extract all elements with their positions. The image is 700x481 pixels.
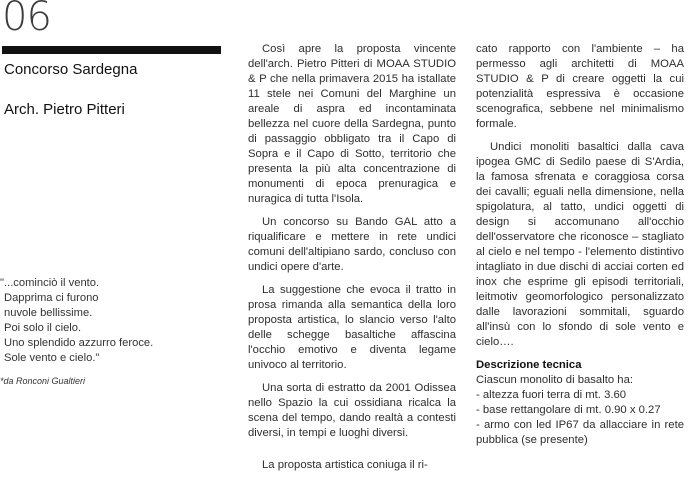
body-column-1	[248, 42, 456, 481]
body-paragraph: Un concorso su Bando GAL atto a riqualificare e mettere in rete undici comuni dell'altipiano sardo, concluso con undici opere d'arte.	[248, 216, 456, 273]
spec-intro: Ciascun monolito di basalto ha:	[476, 374, 633, 386]
title-rule	[2, 46, 221, 54]
body-paragraph: La suggestione che evoca il tratto in prosa rimanda alla semantica della loro proposta artistica, lo slancio verso l'alto delle schegge basaltiche affascina l'occhio emotivo e diventa legame univoco al territorio.	[248, 284, 456, 371]
page-number: 06	[2, 0, 51, 40]
body-paragraph: La proposta artistica coniuga il ri-	[262, 459, 428, 471]
quote-line: Poi solo il cielo.	[4, 322, 82, 334]
body-paragraph: cato rapporto con l'ambiente – ha permesso agli architetti di MOAA STUDIO & P di creare oggetti la cui potenzialità espressiva è occasione scenografica, sebbene nel minimalismo formale.	[476, 43, 684, 130]
body-paragraph: Undici monoliti basaltici dalla cava ipogea GMC di Sedilo paese di S'Ardia, la famosa sfrenata e coraggiosa corsa dei cavalli; eguali nella dimensione, nella spigolatura, al tatto, undici oggetti di design si accomunano all'occhio dell'osservatore che riconosce – stagliato al cielo e nel tempo - l'elemento distintivo intagliato in due dischi di acciai corten ed inox che esprime gli episodi territoriali, leitmotiv geomorfologico personalizzato dalle lavorazioni sommitali, sguardo all'insù con lo sfondo di sole vento e cielo….	[476, 141, 684, 348]
quote-line: Uno splendido azzurro feroce.	[4, 337, 154, 349]
body-paragraph: Così apre la proposta vincente dell'arch. Pietro Pitteri di MOAA STUDIO & P che nella primavera 2015 ha istallate 11 stele nei Comuni del Marghine un areale di aspra ed incontaminata bellezza nel cuore della Sardegna, punto di passaggio obbligato tra il Capo di Sopra e il Capo di Sotto, territorio che presenta la più alta concentrazione di monumenti di epoca prenuragica e nuragica di tutta l'Isola.	[248, 43, 456, 205]
body-paragraph: Una sorta di estratto da 2001 Odissea nello Spazio la cui ossidiana ricalca la scena del tempo, dando realtà a contesti diversi, in tempi e luoghi diversi.	[248, 382, 456, 439]
body-column-2	[476, 42, 684, 448]
article-author: Arch. Pietro Pitteri	[4, 101, 125, 118]
quote-line: nuvole bellissime.	[4, 307, 93, 319]
pull-quote	[0, 276, 200, 366]
spec-item: - altezza fuori terra di mt. 3.60	[476, 389, 627, 401]
quote-credit: *da Ronconi Gualtieri	[0, 376, 86, 386]
quote-line: Dapprima ci furono	[4, 292, 99, 304]
quote-line: Sole vento e cielo."	[4, 352, 100, 364]
article-title: Concorso Sardegna	[4, 61, 138, 78]
quote-line: "...cominciò il vento.	[0, 277, 100, 289]
spec-heading: Descrizione tecnica	[476, 359, 582, 371]
spec-item: - base rettangolare di mt. 0.90 x 0.27	[476, 404, 661, 416]
spec-item: - armo con led IP67 da allacciare in rete pubblica (se presente)	[476, 419, 684, 446]
